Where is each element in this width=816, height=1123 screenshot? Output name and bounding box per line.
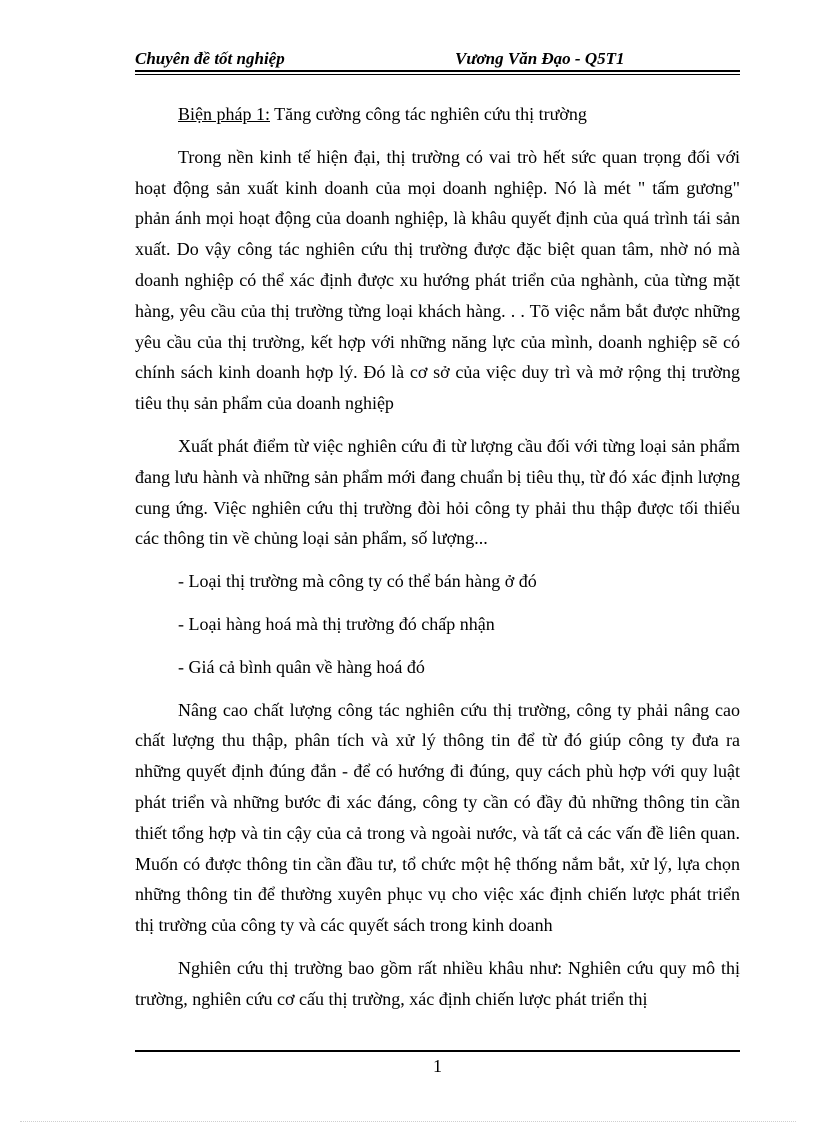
paragraph-2: Xuất phát điểm từ việc nghiên cứu đi từ lượng cầu đối với từng loại sản phẩm đang lưu hành và những sản phẩm mới đang chuẩn bị tiêu thụ, từ đó xác định lượng cung ứng. Việc nghiên cứu thị trường đòi hỏi công ty phải thu thập được tối thiểu các thông tin về chủng loại sản phẩm, số lượng...	[135, 435, 740, 549]
page-number: 1	[433, 1056, 442, 1076]
header-author: Vương Văn Đạo - Q5T1	[455, 49, 625, 68]
bullet-item: - Giá cả bình quân về hàng hoá đó	[178, 656, 425, 677]
section-heading	[135, 99, 740, 130]
page-edge	[20, 1121, 796, 1122]
footer-rule	[135, 1050, 740, 1052]
section-label: Biện pháp 1:	[178, 104, 270, 124]
paragraph-1: Trong nền kinh tế hiện đại, thị trường có vai trò hết sức quan trọng đối với hoạt động sản xuất kinh doanh của mọi doanh nghiệp. Nó là mét " tấm gương" phản ánh mọi hoạt động của doanh nghiệp, là khâu quyết định của quá trình tái sản xuất. Do vậy công tác nghiên cứu thị trường được đặc biệt quan tâm, nhờ nó mà doanh nghiệp có thể xác định được xu hướng phát triển của nghành, của từng mặt hàng, yêu cầu của thị trường từng loại khách hàng. . . Tõ việc nắm bắt được những yêu cầu của thị trường, kết hợp với những năng lực của mình, doanh nghiệp sẽ có chính sách kinh doanh hợp lý. Đó là cơ sở của việc duy trì và mở rộng thị trường tiêu thụ sản phẩm của doanh nghiệp	[135, 146, 740, 414]
header-rule-thin	[135, 74, 740, 75]
bullet-item: - Loại thị trường mà công ty có thể bán hàng ở đó	[178, 571, 537, 592]
bullet-item: - Loại hàng hoá mà thị trường đó chấp nhận	[178, 613, 495, 634]
paragraph-3: Nâng cao chất lượng công tác nghiên cứu thị trường, công ty phải nâng cao chất lượng thu thập, phân tích và xử lý thông tin để từ đó giúp công ty đưa ra những quyết định đúng đắn - để có hướng đi đúng, quy cách phù hợp với quy luật phát triển và những bước đi xác đáng, công ty cần có đầy đủ những thông tin cần thiết tổng hợp và tin cậy của cả trong và ngoài nước, và tất cả các vấn đề liên quan. Muốn có được thông tin cần đầu tư, tổ chức một hệ thống nắm bắt, xử lý, lựa chọn những thông tin để thường xuyên phục vụ cho việc xác định chiến lược phát triển thị trường của công ty và các quyết sách trong kinh doanh	[135, 699, 740, 936]
section-title: Tăng cường công tác nghiên cứu thị trường	[270, 104, 587, 124]
header-rule	[135, 70, 740, 72]
paragraph-4: Nghiên cứu thị trường bao gồm rất nhiều khâu như: Nghiên cứu quy mô thị trường, nghiên cứu cơ cấu thị trường, xác định chiến lược phát triển thị	[135, 957, 740, 1009]
document-body	[135, 99, 740, 1027]
page-header	[135, 49, 740, 71]
header-thesis-title: Chuyên đề tốt nghiệp	[135, 49, 285, 68]
